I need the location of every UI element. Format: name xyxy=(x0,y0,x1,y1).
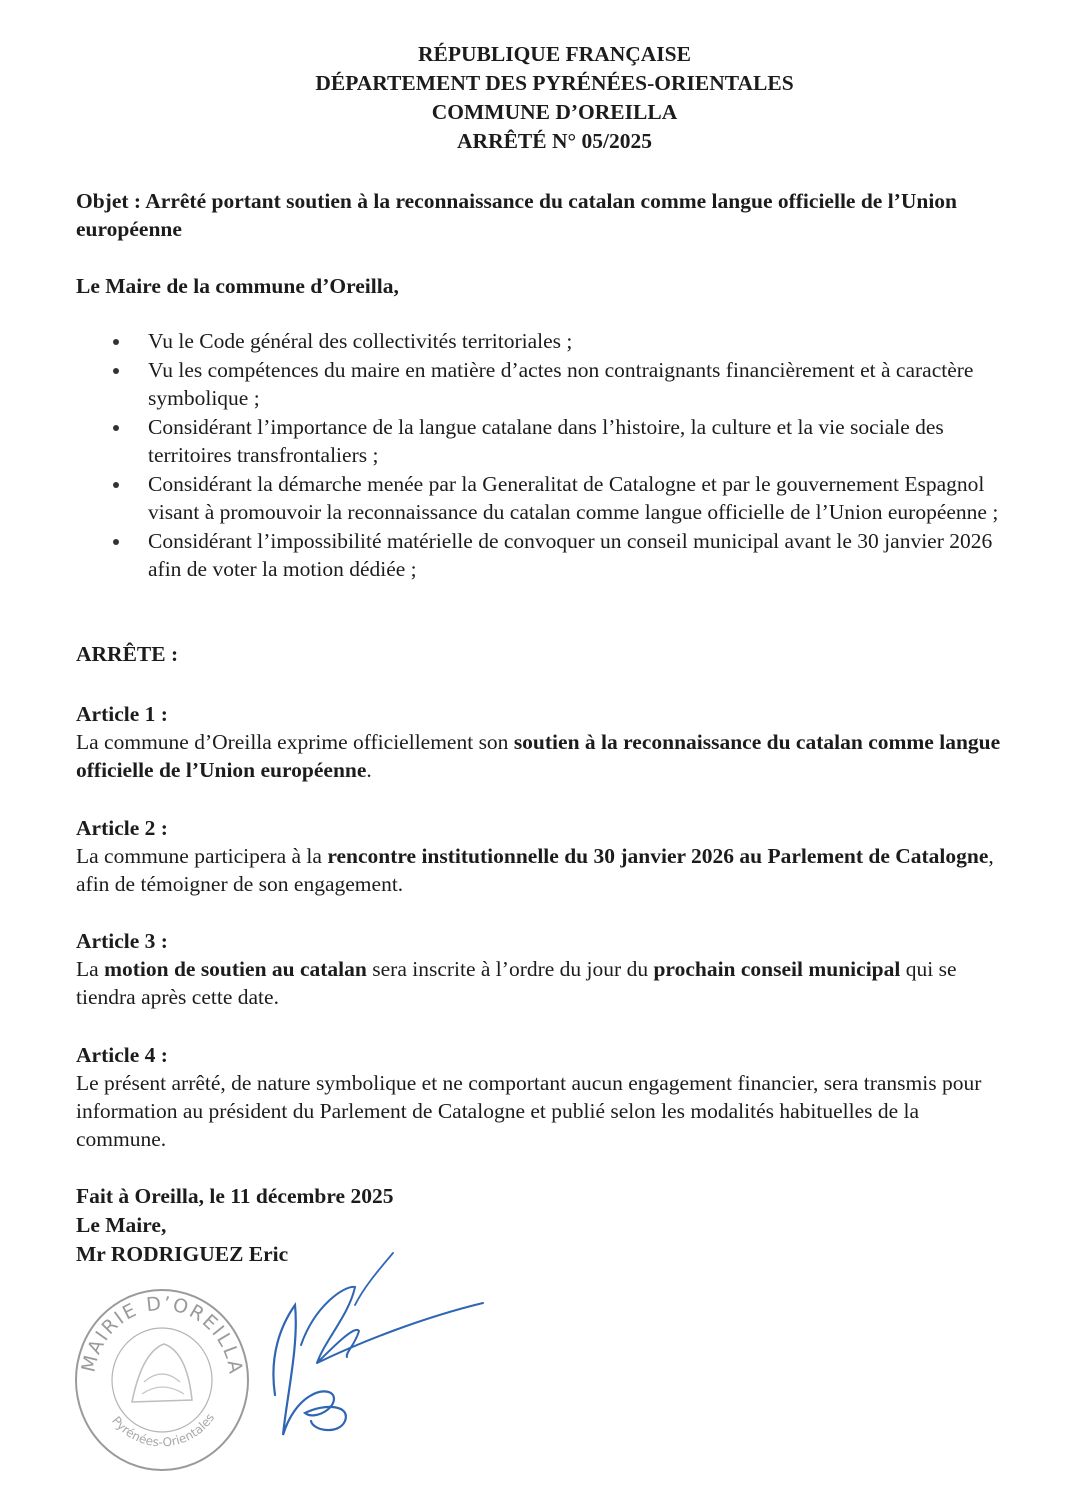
considerants-list xyxy=(76,327,1006,584)
arrete-label: ARRÊTE : xyxy=(76,642,179,666)
article-1 xyxy=(76,700,1006,784)
article-text: La xyxy=(76,957,105,981)
objet-line: Objet : Arrêté portant soutien à la reconnaissance du catalan comme langue officielle de l’Union européenne xyxy=(76,189,958,241)
maire-role: Le Maire, xyxy=(76,1213,167,1237)
article-title: Article 3 : xyxy=(76,929,168,953)
svg-text:MAIRIE D’OREILLA xyxy=(77,1293,246,1377)
considerant-item: Considérant l’impossibilité matérielle de convoquer un conseil municipal avant le 30 janvier 2026 afin de voter la motion dédiée ; xyxy=(76,527,1006,584)
header-republique: RÉPUBLIQUE FRANÇAISE xyxy=(418,42,691,66)
maire-intro: Le Maire de la commune d’Oreilla, xyxy=(76,274,399,298)
article-body xyxy=(76,955,1006,1011)
article-bold-text: soutien à la reconnaissance du catalan comme langue officielle de l’Union européenne xyxy=(76,730,1001,782)
article-bold-text: prochain conseil municipal xyxy=(653,957,901,981)
article-text: qui se tiendra après cette date. xyxy=(76,957,957,1009)
considerant-item: Considérant la démarche menée par la Generalitat de Catalogne et par le gouvernement Espagnol visant à promouvoir la reconnaissance du catalan comme langue officielle de l’Union européenne ; xyxy=(76,470,1006,527)
header-departement: DÉPARTEMENT DES PYRÉNÉES-ORIENTALES xyxy=(315,71,794,95)
article-text: sera inscrite à l’ordre du jour du xyxy=(366,957,654,981)
considerant-item: Considérant l’importance de la langue catalane dans l’histoire, la culture et la vie sociale des territoires transfrontaliers ; xyxy=(76,413,1006,470)
maire-name: Mr RODRIGUEZ Eric xyxy=(76,1242,289,1266)
closing-block xyxy=(76,1182,1006,1269)
article-2 xyxy=(76,814,1006,898)
article-3 xyxy=(76,927,1006,1011)
article-text: La commune participera à la xyxy=(76,844,328,868)
article-body: Le présent arrêté, de nature symbolique et ne comportant aucun engagement financier, sera transmis pour information au président du Parlement de Catalogne et publié selon les modalités habituelles de la commune. xyxy=(76,1071,982,1151)
header-commune: COMMUNE D’OREILLA xyxy=(431,100,678,124)
article-body xyxy=(76,842,1006,898)
header-arrete-number: ARRÊTÉ N° 05/2025 xyxy=(457,129,652,153)
mairie-stamp xyxy=(72,1282,252,1472)
maire-signature xyxy=(255,1245,495,1445)
document-header xyxy=(0,40,1085,156)
considerant-item: Vu le Code général des collectivités territoriales ; xyxy=(76,327,1006,356)
article-text: La commune d’Oreilla exprime officiellement son xyxy=(76,730,514,754)
article-body xyxy=(76,728,1006,784)
place-date: Fait à Oreilla, le 11 décembre 2025 xyxy=(76,1184,394,1208)
article-bold-text: motion de soutien au catalan xyxy=(104,957,367,981)
article-bold-text: rencontre institutionnelle du 30 janvier 2026 au Parlement de Catalogne xyxy=(327,844,989,868)
stamp-top-text: MAIRIE D’OREILLA xyxy=(77,1292,247,1377)
stamp-bottom-text: Pyrénées-Orientales xyxy=(109,1410,218,1450)
svg-text:Pyrénées-Orientales xyxy=(109,1411,217,1450)
article-title: Article 1 : xyxy=(76,702,168,726)
article-4 xyxy=(76,1041,1006,1153)
considerant-item: Vu les compétences du maire en matière d’actes non contraignants financièrement et à caractère symbolique ; xyxy=(76,356,1006,413)
article-title: Article 4 : xyxy=(76,1043,168,1067)
article-text: , afin de témoigner de son engagement. xyxy=(76,844,994,896)
article-title: Article 2 : xyxy=(76,816,168,840)
article-text: . xyxy=(366,758,372,782)
